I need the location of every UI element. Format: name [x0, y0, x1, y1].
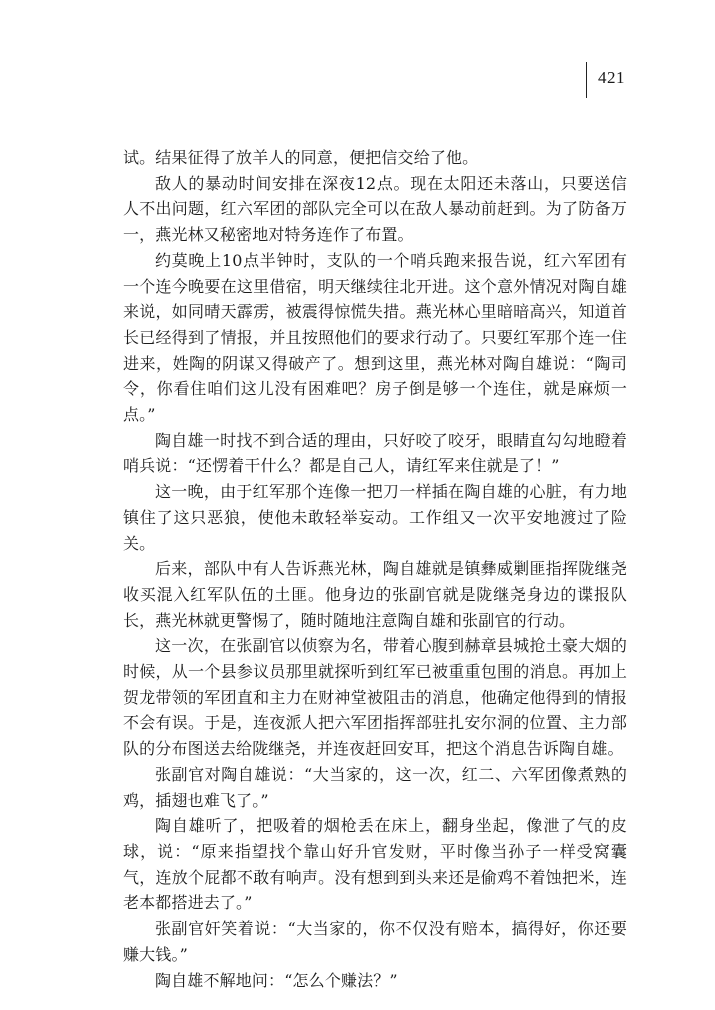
page-number: 421 — [598, 68, 625, 87]
page-number-rule — [586, 62, 587, 98]
paragraph: 这一晚，由于红军那个连像一把刀一样插在陶自雄的心脏，有力地镇住了这只恶狼，使他未敢轻举妄动。工作组又一次平安地渡过了险关。 — [123, 482, 627, 553]
paragraph: 陶自雄听了，把吸着的烟枪丢在床上，翻身坐起，像泄了气的皮球，说：“原来指望找个靠山好升官发财，平时像当孙子一样受窝囊气，连放个屁都不敢有响声。没有想到到头来还是偷鸡不着蚀把米，连老本都搭进去了。” — [123, 816, 627, 913]
paragraph: 后来，部队中有人告诉燕光林，陶自雄就是镇彝威剿匪指挥陇继尧收买混入红军队伍的土匪。他身边的张副官就是陇继尧身边的谍报队长，燕光林就更警惕了，随时随地注意陶自雄和张副官的行动。 — [123, 559, 627, 630]
paragraph: 陶自雄不解地问：“怎么个赚法？” — [155, 970, 398, 990]
paragraph: 试。结果征得了放羊人的同意，便把信交给了他。 — [123, 148, 479, 167]
paragraph: 张副官对陶自雄说：“大当家的，这一次，红二、六军团像煮熟的鸡，插翅也难飞了。” — [123, 764, 627, 810]
paragraph: 约莫晚上10点半钟时，支队的一个哨兵跑来报告说，红六军团有一个连今晚要在这里借宿，明天继续往北开进。这个意外情况对陶自雄来说，如同晴天霹雳，被震得惊慌失措。燕光林心里暗暗高兴，知道首长已经得到了情报，并且按照他们的要求行动了。只要红军那个连一住进来，姓陶的阴谋又得破产了。想到这里，燕光林对陶自雄说：“陶司令，你看住咱们这儿没有困难吧？房子倒是够一个连住，就是麻烦一点。” — [123, 250, 627, 425]
paragraph: 陶自雄一时找不到合适的理由，只好咬了咬牙，眼睛直勾勾地瞪着哨兵说：“还愣着干什么？都是自己人，请红军来住就是了！” — [123, 430, 627, 476]
paragraph: 敌人的暴动时间安排在深夜12点。现在太阳还未落山，只要送信人不出问题，红六军团的部队完全可以在敌人暴动前赶到。为了防备万一，燕光林又秘密地对特务连作了布置。 — [123, 173, 627, 245]
paragraph: 这一次，在张副官以侦察为名，带着心腹到赫章县城抢土豪大烟的时候，从一个县参议员那里就探听到红军已被重重包围的消息。再加上贺龙带领的军团直和主力在财神堂被阻击的消息，他确定他得到的情报不会有误。于是，连夜派人把六军团指挥部驻扎安尔洞的位置、主力部队的分布图送去给陇继尧，并连夜赶回安耳，把这个消息告诉陶自雄。 — [123, 636, 627, 759]
paragraph: 张副官奸笑着说：“大当家的，你不仅没有赔本，搞得好，你还要赚大钱。” — [123, 919, 627, 964]
text-body — [123, 145, 627, 993]
